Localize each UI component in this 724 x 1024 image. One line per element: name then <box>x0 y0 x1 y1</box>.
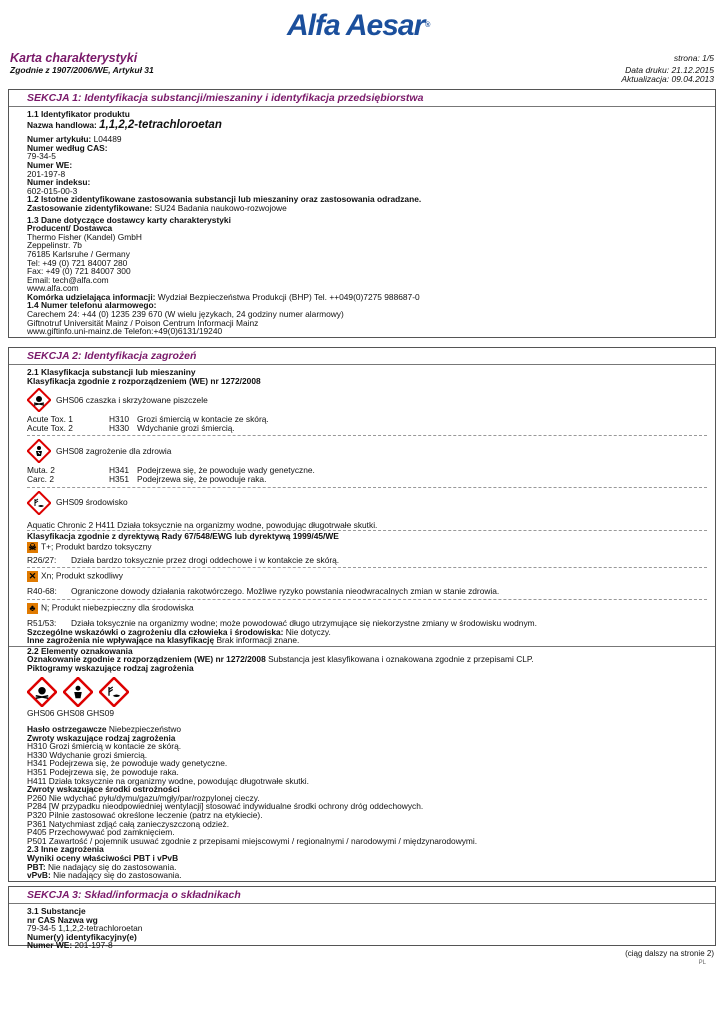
old-class-heading: Klasyfikacja zgodnie z dyrektywą Rady 67/548/EWG lub dyrektywą 1999/45/WE <box>27 531 339 542</box>
labeling-value: Substancja jest klasyfikowana i oznakowana zgodnie z przepisami CLP. <box>268 654 534 665</box>
skull-crossbones-icon <box>27 388 51 412</box>
hazard-code: H330 <box>109 422 130 433</box>
environment-symbol-icon: ♣ <box>27 603 38 614</box>
ghs09-label: GHS09 środowisko <box>56 497 128 508</box>
s3-we-value: 201-197-8 <box>74 940 113 951</box>
addr-line: Thermo Fisher (Kandel) GmbH <box>27 231 142 242</box>
ghs08-row <box>27 439 715 463</box>
s1-h14: 1.4 Numer telefonu alarmowego: <box>27 300 157 311</box>
use-value: SU24 Badania naukowo-rozwojowe <box>154 202 287 213</box>
r-text: Działa bardzo toksycznie przez drogi oddechowe i w kontakcie ze skórą. <box>71 554 340 565</box>
addr-line: Tel: +49 (0) 721 84007 280 <box>27 257 128 268</box>
section-2-title: SEKCJA 2: Identyfikacja zagrożeń <box>9 348 715 365</box>
environment-icon <box>27 491 51 515</box>
info-label: Komórka udzielająca informacji: <box>27 291 156 302</box>
other-label: Inne zagrożenia nie wpływające na klasyfikację <box>27 635 215 646</box>
alarm-line: Carechem 24: +44 (0) 1235 239 670 (W wielu językach, 24 godziny numer alarmowy) <box>27 309 344 320</box>
update-date: Aktualizacja: 09.04.2013 <box>621 74 714 84</box>
we-value: 201-197-8 <box>27 168 66 179</box>
hazard-statement: H341 Podejrzewa się, że powoduje wady genetyczne. <box>27 758 228 769</box>
divider <box>27 435 707 436</box>
hazard-code: H310 <box>109 414 130 425</box>
ghs06-row <box>27 388 715 412</box>
hazard-statements-heading: Zwroty wskazujące rodzaj zagrożenia <box>27 732 176 743</box>
hazard-class: Muta. 2 <box>27 465 55 476</box>
tplus-label: T+; Produkt bardzo toksyczny <box>41 541 152 552</box>
hazard-class: Carc. 2 <box>27 473 54 484</box>
precaution-statement: P405 Przechowywać pod zamknięciem. <box>27 827 175 838</box>
s3-columns: nr CAS Nazwa wg <box>27 914 98 925</box>
environment-icon <box>99 677 129 707</box>
divider <box>27 487 707 488</box>
producer-label: Producent/ Dostawca <box>27 223 113 234</box>
pictogram-row <box>27 677 715 707</box>
r-text: Działa toksycznie na organizmy wodne; może powodować długo utrzymujące się niekorzystne zmiany w środowisku wodnym. <box>71 617 537 628</box>
signal-value: Niebezpieczeństwo <box>108 724 182 735</box>
hazard-statement: H310 Grozi śmiercią w kontacie ze skórą. <box>27 741 182 752</box>
hazard-statement: H330 Wdychanie grozi śmiercią. <box>27 749 148 760</box>
health-hazard-icon <box>27 439 51 463</box>
page-number: strona: 1/5 <box>673 53 714 63</box>
s1-h13: 1.3 Dane dotyczące dostawcy karty charakterystyki <box>27 214 231 225</box>
hazard-text: Wdychanie grozi śmiercią. <box>137 422 235 433</box>
precaution-heading: Zwroty wskazujące środki ostrożności <box>27 784 180 795</box>
special-label: Szczególne wskazówki o zagrożeniu dla człowieka i środowiska: <box>27 626 284 637</box>
skull-crossbones-icon <box>27 677 57 707</box>
ghs09-row <box>27 491 715 515</box>
addr-email: Email: tech@alfa.com <box>27 274 109 285</box>
s3-id-label: Numer(y) identyfikacyjny(e) <box>27 931 137 942</box>
addr-web: www.alfa.com <box>27 283 79 294</box>
other-value: Brak informacji znane. <box>216 635 300 646</box>
harmful-x-icon: ✕ <box>28 571 37 582</box>
art-label: Numer artykułu: <box>27 134 92 145</box>
precaution-statement: P260 Nie wdychać pyłu/dymu/gazu/mgły/par/rozpylonej cieczy. <box>27 792 260 803</box>
r-code: R40-68: <box>27 586 57 597</box>
we-label: Numer WE: <box>27 159 73 170</box>
section-1 <box>8 89 716 338</box>
print-date: Data druku: 21.12.2015 <box>625 65 714 75</box>
ghs06-label: GHS06 czaszka i skrzyżowane piszczele <box>56 394 208 405</box>
r-text: Ograniczone dowody działania rakotwórczego. Możliwe ryzyko powstania nieodwracalnych zmian w stanie zdrowia. <box>71 586 500 597</box>
document-title: Karta charakterystyki <box>10 51 138 65</box>
pbt-label: PBT: <box>27 861 46 872</box>
s2-h22: 2.2 Elementy oznakowania <box>9 646 715 656</box>
r-code: R51/53: <box>27 617 57 628</box>
s3-row: 79-34-5 1,1,2,2-tetrachloroetan <box>27 923 143 934</box>
hazard-class: Acute Tox. 1 <box>27 414 73 425</box>
n-label: N; Produkt niebezpieczny dla środowiska <box>41 602 194 613</box>
s3-h31: 3.1 Substancje <box>27 906 86 916</box>
labeling-label: Oznakowanie zgodnie z rozporządzeniem (WE) nr 1272/2008 <box>27 654 266 665</box>
document-subtitle: Zgodnie z 1907/2006/WE, Artykuł 31 <box>10 65 154 75</box>
continuation-note: (ciąg dalszy na stronie 2) <box>625 949 714 958</box>
section-1-title: SEKCJA 1: Identyfikacja substancji/mieszaniny i identyfikacja przedsiębiorstwa <box>9 90 715 107</box>
s1-h11: 1.1 Identyfikator produktu <box>27 109 130 119</box>
divider <box>27 599 707 600</box>
trade-name: 1,1,2,2-tetrachloroetan <box>99 118 222 131</box>
use-label: Zastosowanie zidentyfikowane: <box>27 202 153 213</box>
hazard-text: Grozi śmiercią w kontacie ze skórą. <box>137 414 269 425</box>
ghs08-label: GHS08 zagrożenie dla zdrowia <box>56 446 172 457</box>
art-value: L04489 <box>93 134 122 145</box>
hazard-code: H351 <box>109 473 130 484</box>
s2-h21: 2.1 Klasyfikacja substancji lub mieszaniny <box>27 367 196 377</box>
pbt-heading: Wyniki oceny właściwości PBT i vPvB <box>27 853 179 863</box>
addr-line: Zeppelinstr. 7b <box>27 240 82 251</box>
s3-we-label: Numer WE: <box>27 940 73 951</box>
aquatic-row: Aquatic Chronic 2 H411 Działa toksycznie na organizmy wodne, powodując długotrwałe skutki. <box>27 519 378 530</box>
header-meta <box>621 54 714 84</box>
hazard-text: Podejrzewa się, że powoduje raka. <box>137 473 267 484</box>
toxic-symbol-icon: ☠ <box>28 541 37 552</box>
cas-label: Numer według CAS: <box>27 142 108 153</box>
s2-h21b: Klasyfikacja zgodnie z rozporządzeniem (WE) nr 1272/2008 <box>27 375 261 386</box>
idx-value: 602-015-00-3 <box>27 185 78 196</box>
hazard-statement: H351 Podejrzewa się, że powoduje raka. <box>27 767 179 778</box>
signal-label: Hasło ostrzegawcze <box>27 724 107 735</box>
hazard-statement: H411 Działa toksycznie na organizmy wodne, powodując długotrwałe skutki. <box>27 775 309 786</box>
addr-line: Fax: +49 (0) 721 84007 300 <box>27 266 131 277</box>
vpvb-label: vPvB: <box>27 870 51 881</box>
s1-h12: 1.2 Istotne zidentyfikowane zastosowania substancji lub mieszaniny oraz zastosowania odradzane. <box>27 194 422 205</box>
hazard-code: H341 <box>109 465 130 476</box>
section-3 <box>8 886 716 951</box>
hazard-text: Podejrzewa się, że powoduje wady genetyczne. <box>137 465 315 476</box>
info-value: Wydział Bezpieczeństwa Produkcji (BHP) Tel. ++049(0)7275 988687-0 <box>157 291 420 302</box>
pictogram-heading: Piktogramy wskazujące rodzaj zagrożenia <box>27 662 194 673</box>
special-value: Nie dotyczy. <box>285 626 331 637</box>
alarm-line: www.giftinfo.uni-mainz.de Telefon:+49(0)6131/19240 <box>27 326 223 337</box>
precaution-statement: P284 [W przypadku nieodpowiedniej wentylacji] stosować indywidualne środki ochrony dróg oddechowych. <box>27 801 424 812</box>
health-hazard-icon <box>63 677 93 707</box>
alarm-line: Giftnotruf Universität Mainz / Poison Centrum Informacji Mainz <box>27 317 259 328</box>
xn-label: Xn; Produkt szkodliwy <box>41 571 123 582</box>
trade-label: Nazwa handlowa: <box>27 119 97 130</box>
pbt-value: Nie nadający się do zastosowania. <box>47 861 177 872</box>
r-code: R26/27: <box>27 554 57 565</box>
divider <box>27 567 707 568</box>
addr-line: 76185 Karlsruhe / Germany <box>27 248 130 259</box>
precaution-statement: P320 Pilnie zastosować określone leczenie (patrz na etykiecie). <box>27 810 263 821</box>
alfa-aesar-logo: Alfa Aesar® <box>287 9 430 42</box>
s2-h23: 2.3 Inne zagrożenia <box>27 844 104 855</box>
cas-value: 79-34-5 <box>27 151 56 162</box>
idx-label: Numer indeksu: <box>27 177 91 188</box>
section-2 <box>8 347 716 882</box>
precaution-statement: P361 Natychmiast zdjąć całą zanieczyszczoną odzież. <box>27 818 230 829</box>
vpvb-value: Nie nadający się do zastosowania. <box>53 870 182 881</box>
hazard-class: Acute Tox. 2 <box>27 422 73 433</box>
precaution-statement: P501 Zawartość / pojemnik usuwać zgodnie z przepisami miejscowymi / regionalnymi / narodowymi / międzynarodowymi. <box>27 835 478 846</box>
section-3-title: SEKCJA 3: Skład/informacja o składnikach <box>9 887 715 904</box>
pictogram-codes: GHS06 GHS08 GHS09 <box>27 707 115 718</box>
language-code: PL <box>698 960 706 966</box>
